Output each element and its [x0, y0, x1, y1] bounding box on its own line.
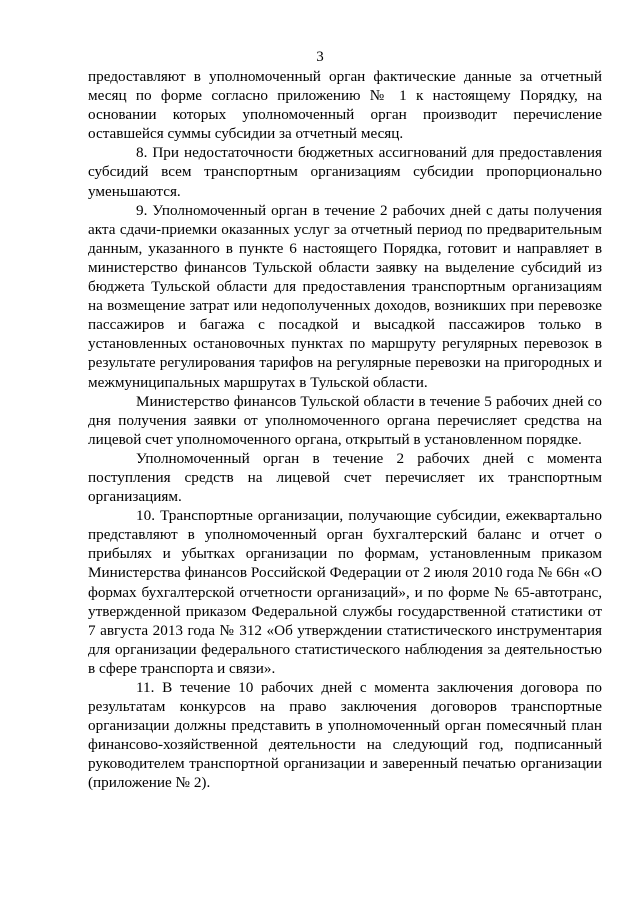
paragraph-ministry-transfer: Министерство финансов Тульской области в течение 5 рабочих дней со дня получения заявки от уполномоченного органа перечисляет средства на лицевой счет уполномоченного органа, открытый в установленном порядке. [88, 392, 602, 448]
paragraph-organ-transfer: Уполномоченный орган в течение 2 рабочих дней с момента поступления средств на лицевой счет перечисляет их транспортным организациям. [88, 449, 602, 506]
paragraph-item-8: 8. При недостаточности бюджетных ассигнований для предоставления субсидий всем транспортным организациям субсидии пропорционально уменьшаются. [88, 144, 602, 200]
paragraph-item-11: 11. В течение 10 рабочих дней с момента заключения договора по результатам конкурсов на право заключения договоров транспортные организации должны представить в уполномоченный орган помесячный план финансово-хозяйственной деятельности на следующий год, подписанный руководителем транспортной организации и заверенный печатью организации (приложение № 2). [88, 679, 602, 792]
paragraph-item-9: 9. Уполномоченный орган в течение 2 рабочих дней с даты получения акта сдачи-приемки оказанных услуг за отчетный период по предварительным данным, указанного в пункте 6 настоящего Порядка, готовит и направляет в министерство финансов Тульской области заявку на выделение субсидий из бюджета Тульской области для предоставления транспортным организациям на возмещение затрат или недополученных доходов, возникших при перевозке пассажиров и багажа с посадкой и высадкой пассажиров только в установленных остановочных пунктах по маршруту регулярных перевозок в результате регулирования тарифов на регулярные перевозки на пригородных и межмуниципальных маршрутах в Тульской области. [88, 201, 602, 391]
paragraph-continuation: предоставляют в уполномоченный орган фактические данные за отчетный месяц по форме согласно приложению № 1 к настоящему Порядку, на основании которых уполномоченный орган производит перечисление оставшейся суммы субсидии за отчетный месяц. [88, 68, 602, 143]
document-body [88, 67, 602, 793]
paragraph-item-10: 10. Транспортные организации, получающие субсидии, ежеквартально представляют в уполномоченный орган бухгалтерский баланс и отчет о прибылях и убытках организации по формам, установленным приказом Министерства финансов Российской Федерации от 2 июля 2010 года № 66н «О формах бухгалтерской отчетности организаций», и по форме № 65-автотранс, утвержденной приказом Федеральной службы государственной статистики от 7 августа 2013 года № 312 «Об утверждении статистического инструментария для организации федерального статистического наблюдения за деятельностью в сфере транспорта и связи». [88, 507, 602, 677]
page-number: 3 [316, 49, 324, 65]
